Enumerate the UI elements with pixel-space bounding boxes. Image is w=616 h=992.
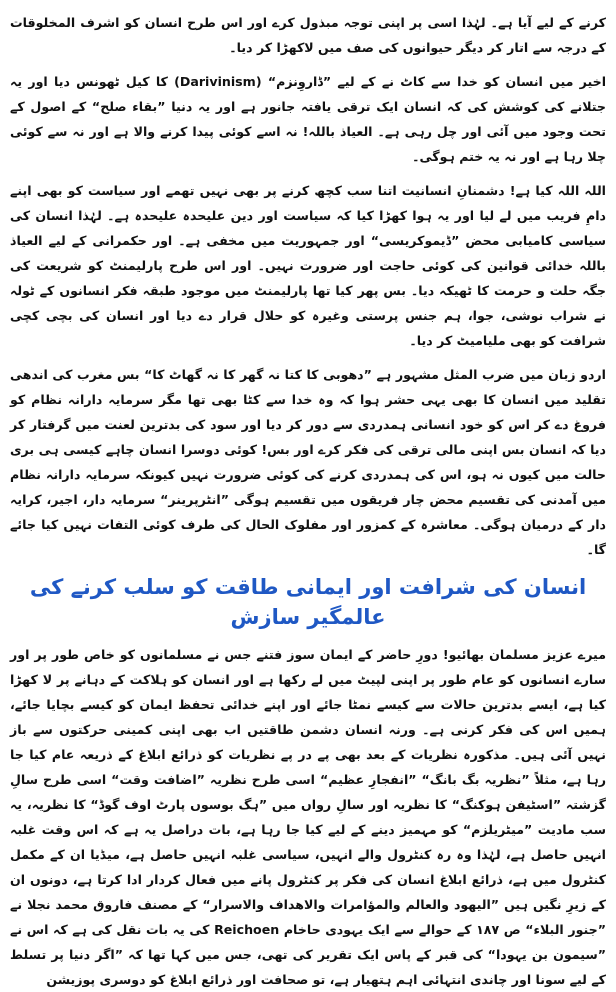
paragraph-conspiracy: میرے عزیز مسلمان بھائیو! دورِ حاضر کے ایمان سوز فتنے جس نے مسلمانوں کو خاص طور پر اور سارے انسانوں کو عام طور پر اپنی لپیٹ میں لے رکھا ہے اور انسان کو ہلاکت کے دہانے پر لا کھڑا کیا ہے، ایسے بدترین حالات سے کیسے نمٹا جائے اور اپنے خدائی تحفظ ایمان کو کیسے بچایا جائے، ہمیں اس کی فکر کرنی ہے۔ ورنہ انسان دشمن طاقتیں اب بھی اپنی کمینی حرکتوں سے باز نہیں آئی ہیں۔ مذکورہ نظریات کے بعد بھی پے در پے نظریات کو ذرائع ابلاغ کے ذریعہ عام کیا جا رہا ہے، مثلاً ”نظریہ بگ بانگ“ ”انفجارِ عظیم“ اسی طرح نظریہ ”اضافت وقت“ اسی طرح سالِ گزشتہ ”اسٹیفن ہوکنگ“ کا نظریہ اور سالِ رواں میں ”ہگ بوسوں پارٹ اوف گوڈ“ کا نظریہ، یہ سب مادیت ”میٹریلزم“ کو مہمیز دینے کے لیے کیا جا رہا ہے، بات دراصل یہ ہے کہ اس وقت غلبہ انہیں حاصل ہے، لہٰذا وہ رہ کنٹرول والے انہیں، سیاسی غلبہ انہیں حاصل ہے، میڈیا ان کے مکمل کنٹرول میں ہے، ذرائع ابلاغ انسان کی فکر پر کنٹرول پانے میں فعال کردار ادا کرتا ہے، دونوں ان کے زیرِ نگیں ہیں ”الیھود والعالم والمؤامرات والاھداف والاسرار“ کے مصنف فاروق محمد نجلا نے ”جنور البلاء“ ص ۱۸۷ کے حوالے سے ایک یہودی حاخام Reichoen کی یہ بات نقل کی ہے کہ اس نے ”سیمون بن یہودا“ کی قبر کے پاس ایک تقریر کی تھی، جس میں کہا تھا کہ ”اگر دنیا پر تسلط کے لیے سونا اور چاندی انتہائی اہم ہتھیار ہے، تو صحافت اور ذرائع ابلاغ کو دوسری پوزیشن — [10, 647, 606, 987]
paragraph-darwinism: اخیر میں انسان کو خدا سے کاٹ نے کے لیے ”ڈاروِنزم“ (Darivinism) کا کیل ٹھونس دیا اور یہ جتلانے کی کوشش کی کہ انسان ایک ترقی یافتہ جانور ہے اور یہ دنیا ”بقاء صلح“ کے اصول کے تحت وجود میں آئی اور چل رہی ہے۔ العیاذ باللہ! نہ اسے کوئی پیدا کرنے والا ہے اور نہ سے کوئی چلا رہا ہے اور نہ یہ ختم ہوگی۔ — [10, 74, 607, 164]
section-heading: انسان کی شرافت اور ایمانی طاقت کو سلب کرنے کی عالمگیر سازش — [29, 575, 587, 629]
paragraph-intro: کرنے کے لیے آیا ہے۔ لہٰذا اسی پر اپنی توجہ مبذول کرے اور اس طرح انسان کو اشرف المخلوقات کے درجہ سے اتار کر دیگر حیوانوں کی صف میں لاکھڑا کر دیا۔ — [10, 15, 606, 55]
paragraph-capitalism: اردو زبان میں ضرب المثل مشہور ہے ”دھوبی کا کتا نہ گھر کا نہ گھاٹ کا“ بس مغرب کی اندھی تقلید میں انسان کا بھی یہی حشر ہوا کہ وہ خدا سے کٹا بھی تھا مگر سرمایہ دارانہ نظام کو فروغ دے کر اس کو خود انسانی ہمدردی سے دور کر دیا اور سود کی بدترین لعنت میں گرفتار کر دیا کہ انسان بس اپنی مالی ترقی کی فکر کرے اور بس! کوئی دوسرا انسان چاہے کیسی ہی بری حالت میں کیوں نہ ہو، اس کی ہمدردی کرنے کی کوئی ضرورت نہیں کیونکہ سرمایہ دارانہ نظام میں آمدنی کی تقسیم محض چار فریقوں میں تقسیم ہوگی ”انٹرپرینر“ سرمایہ دار، اجیر، کرایہ دار کے درمیان ہوگی۔ معاشرہ کے کمزور اور مفلوک الحال کی طرف کوئی التفات نہیں کیا جائے گا۔ — [10, 367, 606, 557]
paragraph-politics: اللہ اللہ کیا ہے! دشمنانِ انسانیت اتنا سب کچھ کرنے پر بھی نہیں تھمے اور سیاست کو بھی اپنے دامِ فریب میں لے لیا اور یہ ہوا کھڑا کیا کہ سیاست اور دین علیحدہ علیحدہ ہے۔ لہٰذا انسان کی سیاسی کامیابی محض ”ڈیموکریسی“ اور جمہوریت میں مخفی ہے۔ اور حکمرانی کے لیے العیاذ باللہ خدائی قوانین کی کوئی حاجت اور ضرورت نہیں۔ اور اس طرح پارلیمنٹ کو شریعت کی جگہ حلت و حرمت کا ٹھیکہ دیا۔ بس پھر کیا تھا پارلیمنٹ میں موجود طبقہ فکر انسانوں کے ٹولہ نے شراب نوشی، جوا، ہم جنس پرستی وغیرہ کو حلال قرار دے دیا اور انسان کی بچی کچی شرافت کو بھی ملیامیٹ کر دیا۔ — [10, 183, 606, 348]
